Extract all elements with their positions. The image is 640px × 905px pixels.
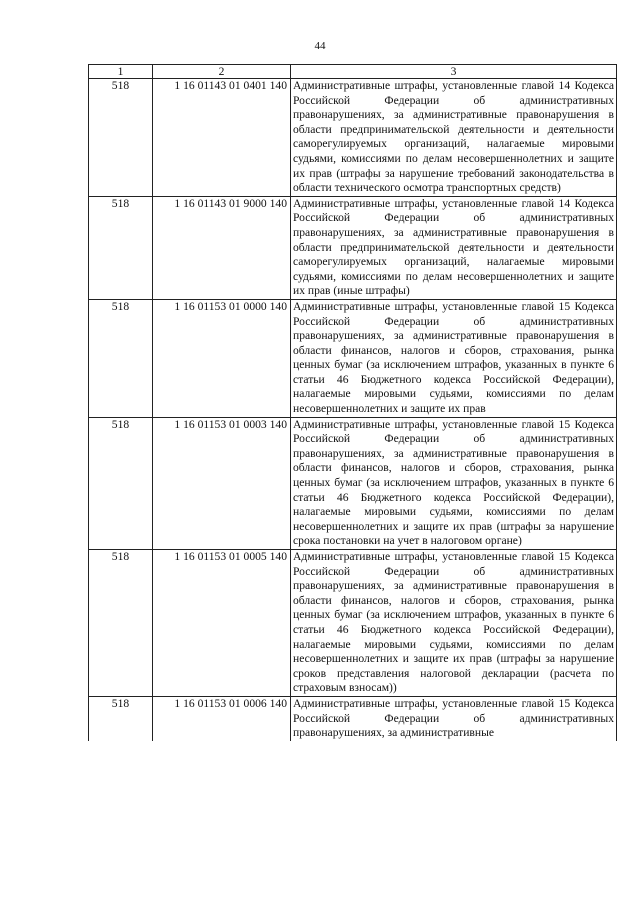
- kbk-code-cell: 1 16 01143 01 9000 140: [153, 196, 291, 299]
- column-header-1: 1: [89, 65, 153, 79]
- table-row: [89, 79, 617, 197]
- page-number: 44: [314, 40, 326, 52]
- admin-code-cell: 518: [89, 550, 153, 697]
- table-header-row: [89, 65, 617, 79]
- kbk-code-cell: 1 16 01153 01 0006 140: [153, 696, 291, 740]
- description-cell: Административные штрафы, установленные главой 14 Кодекса Российской Федерации об административных правонарушениях, за административные правонарушения в области предпринимательской деятельности и деятельности саморегулируемых организаций, налагаемые мировыми судьями, комиссиями по делам несовершеннолетних и защите их прав (иные штрафы): [291, 196, 617, 299]
- column-header-2: 2: [153, 65, 291, 79]
- description-cell: Административные штрафы, установленные главой 15 Кодекса Российской Федерации об административных правонарушениях, за административные: [291, 696, 617, 740]
- description-cell: Административные штрафы, установленные главой 15 Кодекса Российской Федерации об административных правонарушениях, за административные правонарушения в области финансов, налогов и сборов, страхования, рынка ценных бумаг (за исключением штрафов, указанных в пункте 6 статьи 46 Бюджетного кодекса Российской Федерации), налагаемые мировыми судьями, комиссиями по делам несовершеннолетних и защите их прав (штрафы за нарушение сроков представления налоговой декларации (расчета по страховым взносам)): [291, 550, 617, 697]
- kbk-code-cell: 1 16 01153 01 0005 140: [153, 550, 291, 697]
- kbk-code-cell: 1 16 01153 01 0000 140: [153, 299, 291, 417]
- table-row: [89, 696, 617, 740]
- admin-code-cell: 518: [89, 79, 153, 197]
- description-cell: Административные штрафы, установленные главой 15 Кодекса Российской Федерации об административных правонарушениях, за административные правонарушения в области финансов, налогов и сборов, страхования, рынка ценных бумаг (за исключением штрафов, указанных в пункте 6 статьи 46 Бюджетного кодекса Российской Федерации), налагаемые мировыми судьями, комиссиями по делам несовершеннолетних и защите их прав: [291, 299, 617, 417]
- kbk-code-cell: 1 16 01143 01 0401 140: [153, 79, 291, 197]
- admin-code-cell: 518: [89, 299, 153, 417]
- description-cell: Административные штрафы, установленные главой 15 Кодекса Российской Федерации об административных правонарушениях, за административные правонарушения в области финансов, налогов и сборов, страхования, рынка ценных бумаг (за исключением штрафов, указанных в пункте 6 статьи 46 Бюджетного кодекса Российской Федерации), налагаемые мировыми судьями, комиссиями по делам несовершеннолетних и защите их прав (штрафы за нарушение срока постановки на учет в налоговом органе): [291, 417, 617, 549]
- kbk-code-cell: 1 16 01153 01 0003 140: [153, 417, 291, 549]
- admin-code-cell: 518: [89, 417, 153, 549]
- admin-code-cell: 518: [89, 696, 153, 740]
- table-row: [89, 550, 617, 697]
- admin-code-cell: 518: [89, 196, 153, 299]
- column-header-3: 3: [291, 65, 617, 79]
- table-row: [89, 417, 617, 549]
- table-row: [89, 196, 617, 299]
- table-row: [89, 299, 617, 417]
- description-cell: Административные штрафы, установленные главой 14 Кодекса Российской Федерации об административных правонарушениях, за административные правонарушения в области предпринимательской деятельности и деятельности саморегулируемых организаций, налагаемые мировыми судьями, комиссиями по делам несовершеннолетних и защите их прав (штрафы за нарушение требований законодательства в области технического осмотра транспортных средств): [291, 79, 617, 197]
- budget-codes-table: [88, 64, 617, 741]
